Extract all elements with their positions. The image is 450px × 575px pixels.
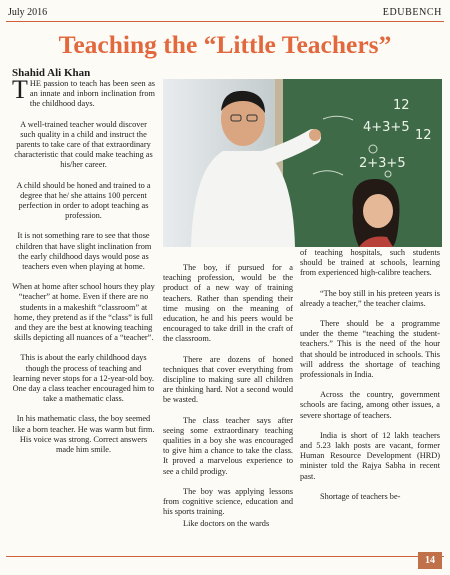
header-rule: [6, 21, 444, 22]
board-text: 12: [415, 128, 432, 143]
paragraph: In his mathematic class, the boy seemed like a born teacher. He was warm but firm. His voice was strong. Correct answers made him smile.: [12, 414, 155, 455]
paragraph: There should be a programme under the theme “teaching the student-teachers.” This is the need of the hour that should be introduced in schools. This will address the shortage of teaching professionals in India.: [300, 319, 440, 380]
column-3: [300, 248, 440, 512]
page-number: 14: [418, 552, 442, 569]
header-publication: EDUBENCH: [382, 7, 442, 18]
paragraph: A child should be honed and trained to a degree that he/ she attains 100 percent perfection in order to adopt teaching as profession.: [16, 180, 151, 221]
paragraph: Across the country, government schools are facing, among other issues, a severe shortage of teachers.: [300, 390, 440, 420]
paragraph: There are dozens of honed techniques that cover everything from discipline to making sure all children are thinking hard. Not a second would be wasted.: [163, 354, 293, 405]
paragraph: A well-trained teacher would discover such quality in a child and instruct the parents to take care of that extraordinary characteristic that could make teaching as his/her career.: [14, 119, 153, 170]
photo-teacher-and-girl-at-chalkboard: [163, 79, 442, 247]
board-text: 4+3+5: [363, 120, 410, 135]
paragraph: Like doctors on the wards: [183, 519, 270, 529]
paragraph: When at home after school hours they play “teacher” at home. Even if there are no students in a makeshift “classroom” at home, they pretend as if the “class” is full and they are the best at knowing teaching skills depicting all nuances of a “teacher”.: [12, 282, 155, 343]
girl-figure: [352, 179, 399, 247]
article-photo: [163, 79, 442, 247]
paragraph: The boy, if pursued for a teaching profession, would be the product of a new way of training teachers. Rather than spending their time musing on the meaning of education, he and his peers would be encouraged to take drill in the craft of the classroom.: [163, 263, 293, 344]
article-title: Teaching the “Little Teachers”: [58, 30, 392, 59]
drop-cap: T: [12, 75, 28, 104]
board-text: 12: [393, 98, 410, 113]
intro-paragraph: [12, 75, 155, 110]
paragraph: It is not something rare to see that those children that have slight inclination from the early childhood days would pose as teachers even when playing at home.: [15, 231, 152, 272]
paragraph: “The boy still in his preteen years is already a teacher,” the teacher claims.: [300, 288, 440, 308]
column-2: [163, 263, 293, 540]
paragraph: Shortage of teachers be-: [320, 491, 401, 501]
footer-rule: [6, 556, 444, 557]
author-byline: Shahid Ali Khan: [12, 67, 91, 79]
paragraph: of teaching hospitals, such students should be trained at schools, learning from experienced high-calibre teachers.: [300, 248, 440, 278]
board-text: 2+3+5: [359, 156, 406, 171]
paragraph: The boy was applying lessons from cognitive science, education and his sports training.: [163, 486, 293, 517]
column-1: [12, 75, 155, 465]
header-date: July 2016: [8, 7, 48, 18]
intro-text: HE passion to teach has been seen as an innate and inborn inclination from the childhood days.: [29, 79, 155, 109]
paragraph: India is short of 12 lakh teachers and 5.23 lakh posts are vacant, former Human Resource Development (HRD) minister told the Rajya Sabha in recent past.: [300, 430, 440, 481]
paragraph: The class teacher says after seeing some extraordinary teaching qualities in a boy she was encouraged to give him a chance to take the class. It proved a marvelous experience to see a child prodigy.: [163, 415, 293, 476]
paragraph: This is about the early childhood days though the process of teaching and learning never stops for a 12-year-old boy. One day a class teacher encouraged him to take a mathematic class.: [12, 353, 155, 404]
